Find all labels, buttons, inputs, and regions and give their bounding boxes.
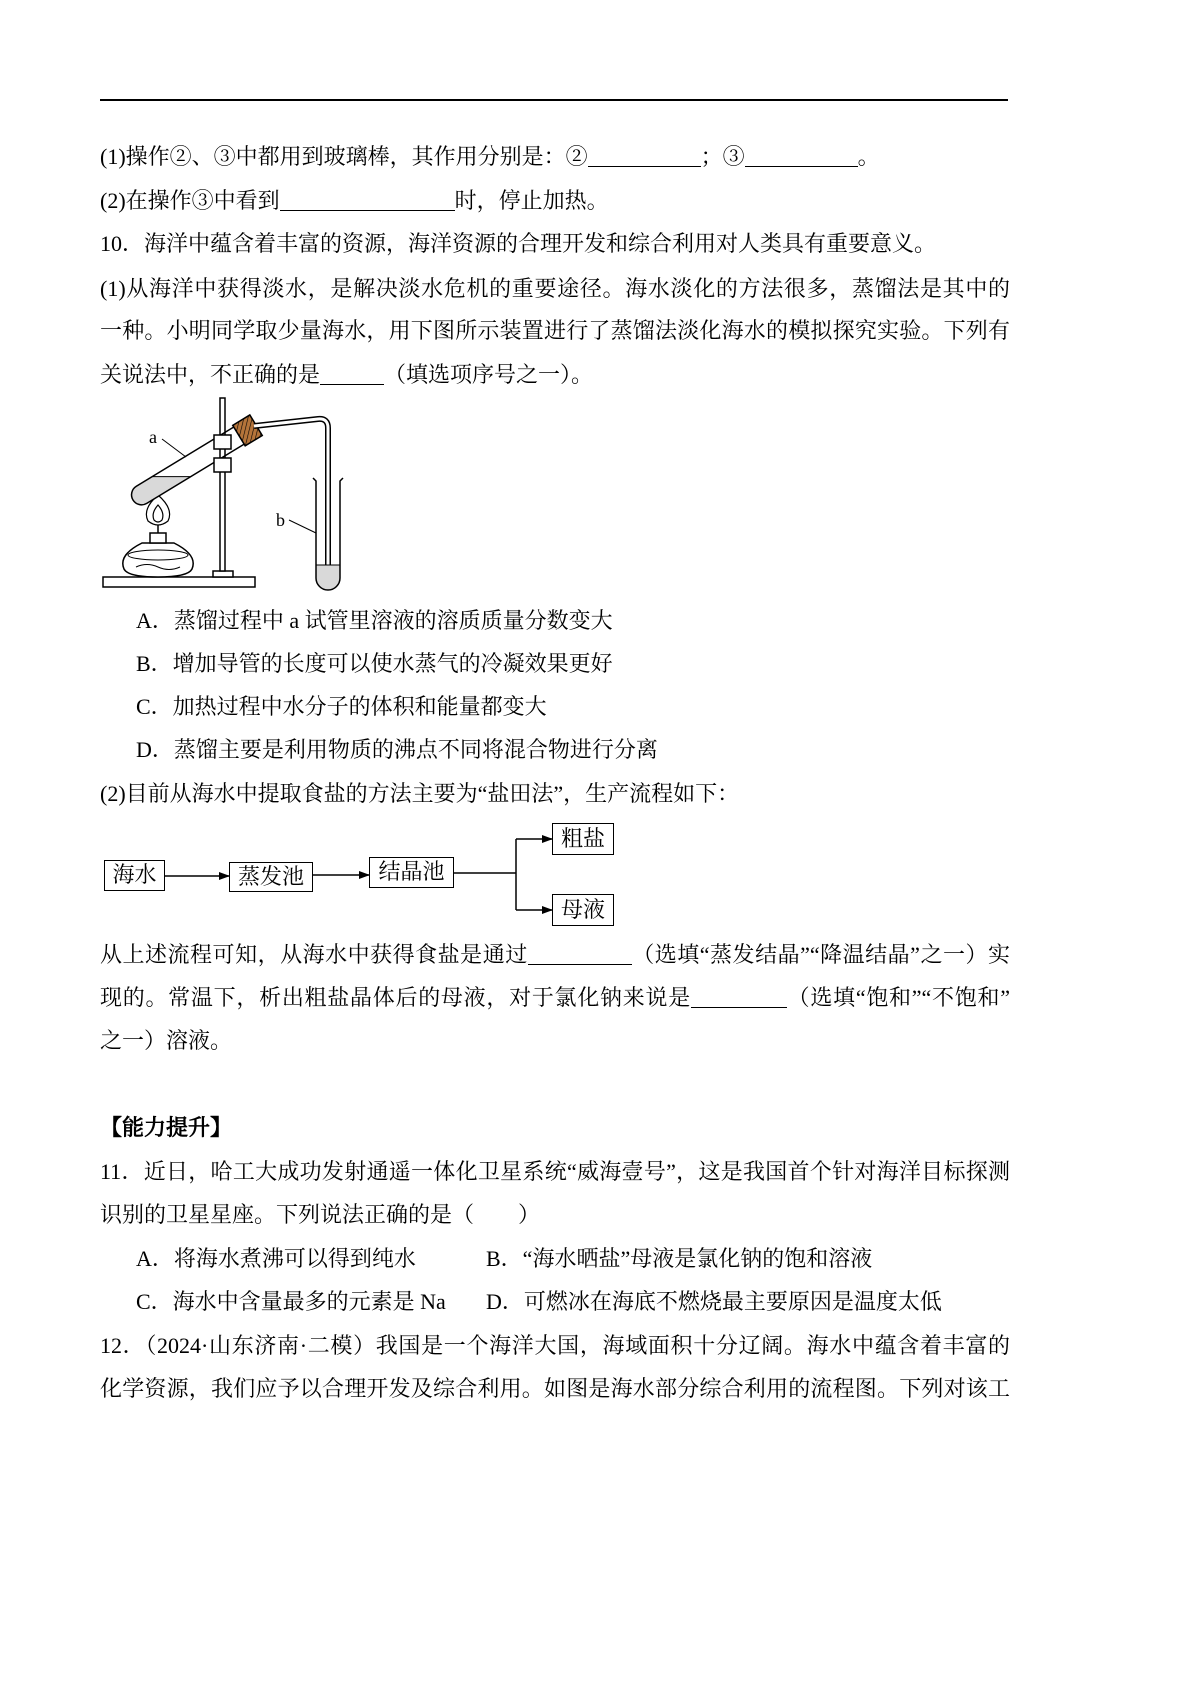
distillation-apparatus-figure <box>100 393 380 598</box>
q11-option-a: A．将海水煮沸可以得到纯水 <box>136 1246 416 1271</box>
q9-part1-line <box>100 142 880 172</box>
q9-part2-line <box>100 186 609 216</box>
q11-line1: 11．近日，哈工大成功发射通遥一体化卫星系统“威海壹号”，这是我国首个针对海洋目标探测 <box>100 1159 1010 1184</box>
q9-part1-text-before: (1)操作②、③中都用到玻璃棒，其作用分别是：② <box>100 144 588 169</box>
tube-a-label: a <box>149 427 157 447</box>
tube-b-leader-line <box>289 520 316 533</box>
answer-blank <box>588 146 701 167</box>
q9-part1-text-after: 。 <box>857 144 880 169</box>
q10-part1-line3-before: 关说法中，不正确的是 <box>100 362 321 387</box>
q10-option-c: C．加热过程中水分子的体积和能量都变大 <box>136 694 547 719</box>
section-heading: 【能力提升】 <box>100 1115 233 1140</box>
flow-box-evaporation-pond: 蒸发池 <box>229 862 313 892</box>
iron-stand-rod <box>220 398 225 571</box>
test-tube-a <box>127 415 263 510</box>
q10-part2-line3: 之一）溶液。 <box>100 1028 233 1053</box>
q10-part2-line1 <box>100 940 1010 970</box>
q12-line1: 12．（2024·山东济南·二模）我国是一个海洋大国，海域面积十分辽阔。海水中蕴含着丰富的 <box>100 1333 1010 1358</box>
q10-part2-line2 <box>100 983 1010 1013</box>
q10-stem: 10．海洋中蕴含着丰富的资源，海洋资源的合理开发和综合利用对人类具有重要意义。 <box>100 231 937 256</box>
q11-line2: 识别的卫星星座。下列说法正确的是（ ） <box>100 1202 541 1227</box>
q10-part1-line1: (1)从海洋中获得淡水，是解决淡水危机的重要途径。海水淡化的方法很多，蒸馏法是其中的 <box>100 276 1010 301</box>
flow-diagram-connectors <box>100 815 570 935</box>
flow-box-crystallization-pond: 结晶池 <box>369 857 454 888</box>
flow-box-crude-salt: 粗盐 <box>552 823 614 855</box>
q10-part2-line2-after: （选填“饱和”“不饱和” <box>786 985 1010 1010</box>
answer-blank <box>528 944 632 965</box>
q9-part2-text-before: (2)在操作③中看到 <box>100 188 280 213</box>
q9-part2-text-after: 时，停止加热。 <box>454 188 609 213</box>
tube-b-label: b <box>276 510 285 530</box>
q10-part2-intro: (2)目前从海水中提取食盐的方法主要为“盐田法”，生产流程如下： <box>100 781 740 806</box>
alcohol-lamp <box>123 521 193 577</box>
q10-part1-line2: 一种。小明同学取少量海水，用下图所示装置进行了蒸馏法淡化海水的模拟探究实验。下列有 <box>100 318 1010 343</box>
answer-blank <box>280 190 455 211</box>
q10-part2-line2-before: 现的。常温下，析出粗盐晶体后的母液，对于氯化钠来说是 <box>100 985 691 1010</box>
answer-blank <box>745 146 858 167</box>
q9-part1-text-middle: ；③ <box>700 144 745 169</box>
flow-box-seawater: 海水 <box>104 860 165 891</box>
rubber-stopper <box>233 415 263 446</box>
header-rule <box>100 99 1008 101</box>
answer-blank <box>320 364 384 385</box>
q10-option-d: D．蒸馏主要是利用物质的沸点不同将混合物进行分离 <box>136 737 658 762</box>
q10-option-a: A．蒸馏过程中 a 试管里溶液的溶质质量分数变大 <box>136 608 613 633</box>
q10-part1-line3 <box>100 360 593 390</box>
q10-part1-line3-after: （填选项序号之一）。 <box>384 362 594 387</box>
q11-option-d: D．可燃冰在海底不燃烧最主要原因是温度太低 <box>486 1289 942 1314</box>
q10-part2-line1-before: 从上述流程可知，从海水中获得食盐是通过 <box>100 942 528 967</box>
answer-blank <box>691 987 787 1008</box>
flow-box-mother-liquor: 母液 <box>552 894 614 926</box>
q12-line2: 化学资源，我们应予以合理开发及综合利用。如图是海水部分综合利用的流程图。下列对该工 <box>100 1376 1010 1401</box>
q11-option-c: C．海水中含量最多的元素是 Na <box>136 1289 446 1314</box>
delivery-tube <box>254 419 328 565</box>
q10-part2-line1-after: （选填“蒸发结晶”“降温结晶”之一）实 <box>631 942 1010 967</box>
q11-option-b: B．“海水晒盐”母液是氯化钠的饱和溶液 <box>486 1246 873 1271</box>
q10-option-b: B．增加导管的长度可以使水蒸气的冷凝效果更好 <box>136 651 613 676</box>
tube-a-leader-line <box>162 439 186 457</box>
